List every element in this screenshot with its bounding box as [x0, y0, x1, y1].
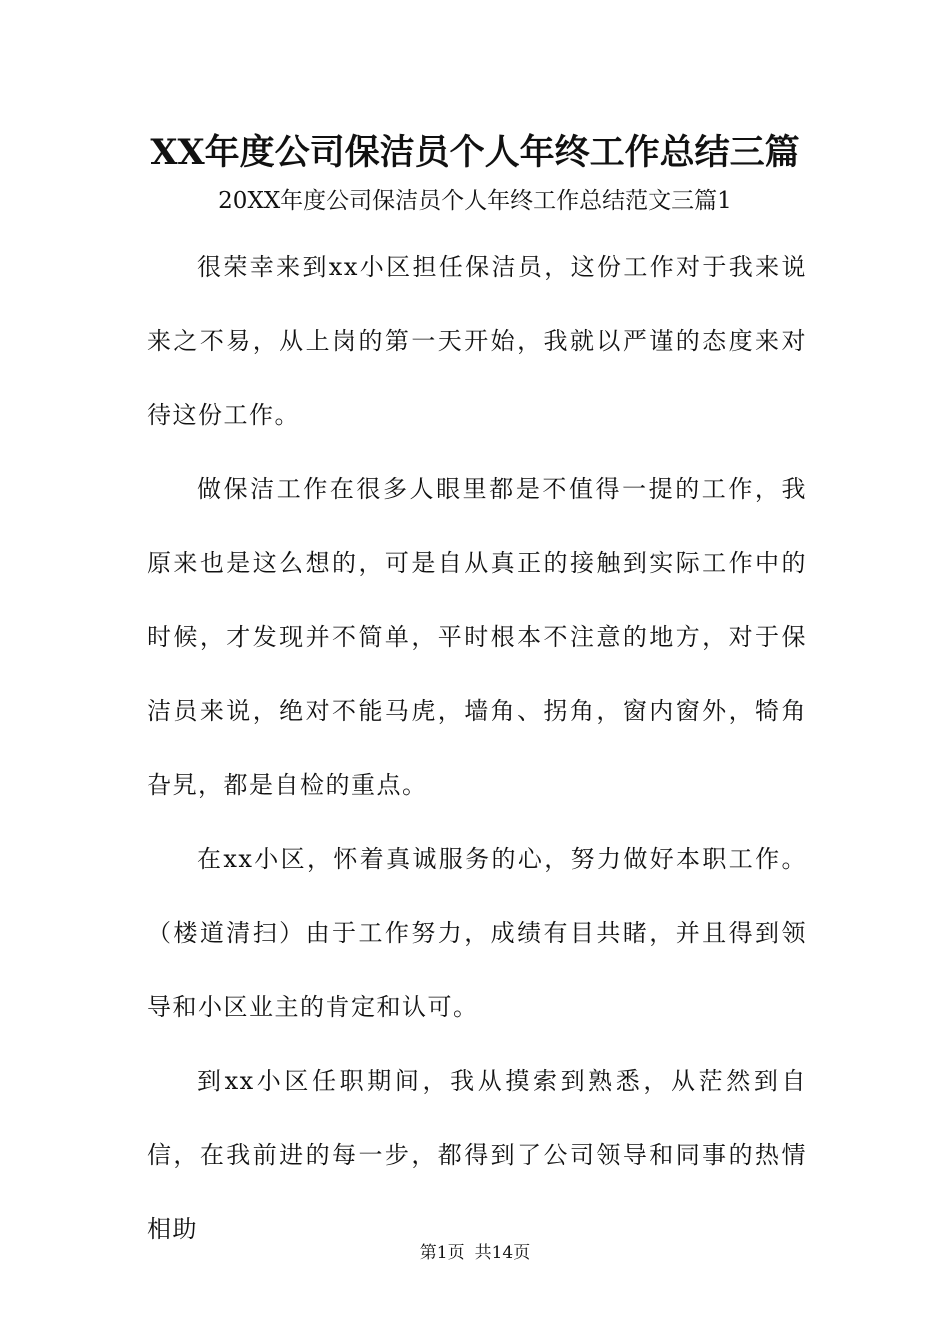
paragraph: 做保洁工作在很多人眼里都是不值得一提的工作，我原来也是这么想的，可是自从真正的接触到实际工作中的时候，才发现并不简单，平时根本不注意的地方，对于保洁员来说，绝对不能马虎，墙角、拐角，窗内窗外，犄角旮旯，都是自检的重点。: [147, 475, 807, 799]
page-total: 共14页: [474, 1243, 531, 1263]
document-subtitle: 20XX年度公司保洁员个人年终工作总结范文三篇1: [218, 188, 732, 214]
page-footer: [0, 1241, 950, 1265]
document-body: [147, 230, 807, 1266]
paragraph: 很荣幸来到xx小区担任保洁员，这份工作对于我来说来之不易，从上岗的第一天开始，我就以严谨的态度来对待这份工作。: [147, 253, 807, 429]
document-title: XX年度公司保洁员个人年终工作总结三篇: [150, 132, 800, 173]
paragraph: 到xx小区任职期间，我从摸索到熟悉，从茫然到自信，在我前进的每一步，都得到了公司领导和同事的热情相助: [147, 1067, 807, 1243]
page-number: 第1页: [419, 1243, 465, 1263]
paragraph: 在xx小区，怀着真诚服务的心，努力做好本职工作。（楼道清扫）由于工作努力，成绩有目共睹，并且得到领导和小区业主的肯定和认可。: [147, 845, 807, 1021]
